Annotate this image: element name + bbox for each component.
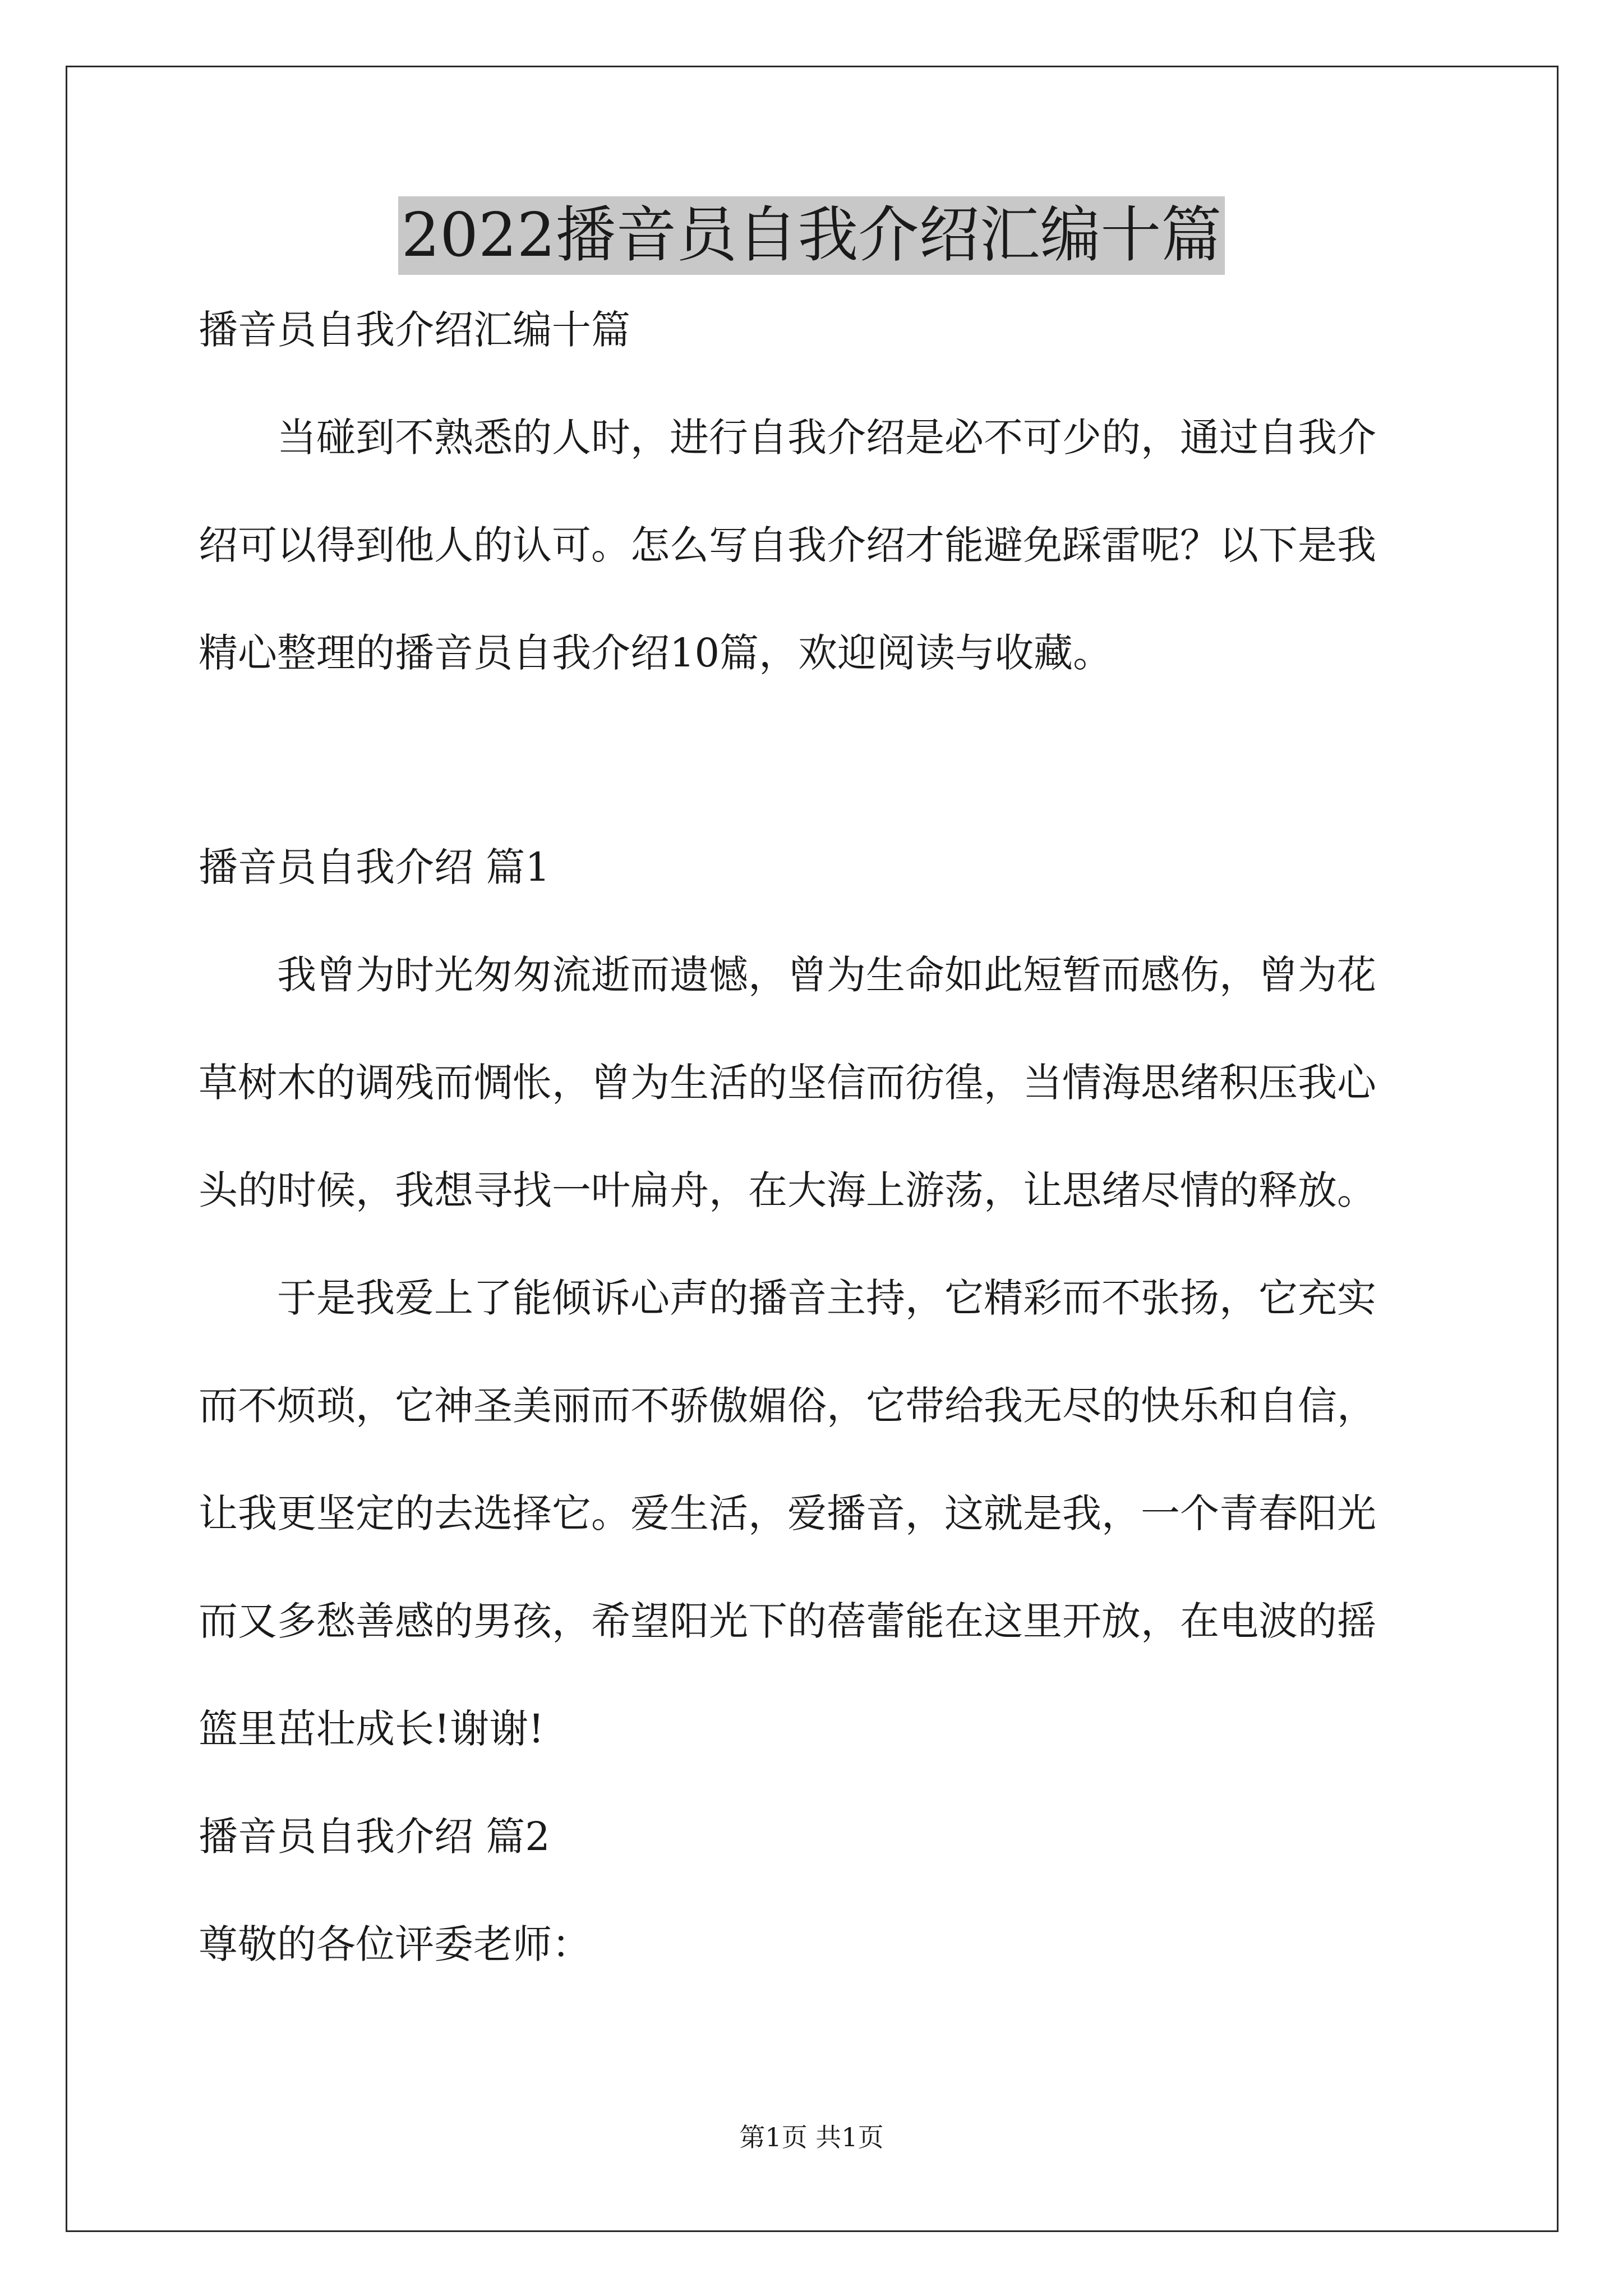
paragraph-line: 草树木的调残而惆怅，曾为生活的坚信而彷徨，当情海思绪积压我心: [199, 1060, 1376, 1106]
document-title: 2022播音员自我介绍汇编十篇: [398, 196, 1225, 275]
paragraph-line: 而不烦琐，它神圣美丽而不骄傲媚俗，它带给我无尽的快乐和自信，: [199, 1383, 1376, 1429]
intro-line: 当碰到不熟悉的人时，进行自我介绍是必不可少的，通过自我介: [277, 415, 1376, 461]
section-heading-1: 播音员自我介绍 篇1: [199, 844, 550, 890]
intro-line: 精心整理的播音员自我介绍10篇，欢迎阅读与收藏。: [199, 630, 1113, 676]
greeting-line: 尊敬的各位评委老师：: [199, 1921, 591, 1967]
title-block: [0, 196, 1623, 275]
paragraph-line: 我曾为时光匆匆流逝而遗憾，曾为生命如此短暂而感伤，曾为花: [277, 952, 1376, 998]
paragraph-line: 而又多愁善感的男孩，希望阳光下的蓓蕾能在这里开放，在电波的摇: [199, 1598, 1376, 1644]
intro-line: 绍可以得到他人的认可。怎么写自我介绍才能避免踩雷呢？以下是我: [199, 522, 1376, 568]
subtitle: 播音员自我介绍汇编十篇: [199, 307, 630, 353]
document-body: [199, 302, 1432, 1972]
paragraph-line: 于是我爱上了能倾诉心声的播音主持，它精彩而不张扬，它充实: [277, 1275, 1376, 1321]
paragraph-line: 让我更坚定的去选择它。爱生活，爱播音，这就是我，一个青春阳光: [199, 1490, 1376, 1536]
paragraph-line: 头的时候，我想寻找一叶扁舟，在大海上游荡，让思绪尽情的释放。: [199, 1167, 1376, 1213]
paragraph-line: 篮里茁壮成长!谢谢!: [199, 1706, 545, 1752]
section-heading-2: 播音员自我介绍 篇2: [199, 1814, 550, 1860]
page-footer: 第1页 共1页: [739, 2122, 884, 2152]
